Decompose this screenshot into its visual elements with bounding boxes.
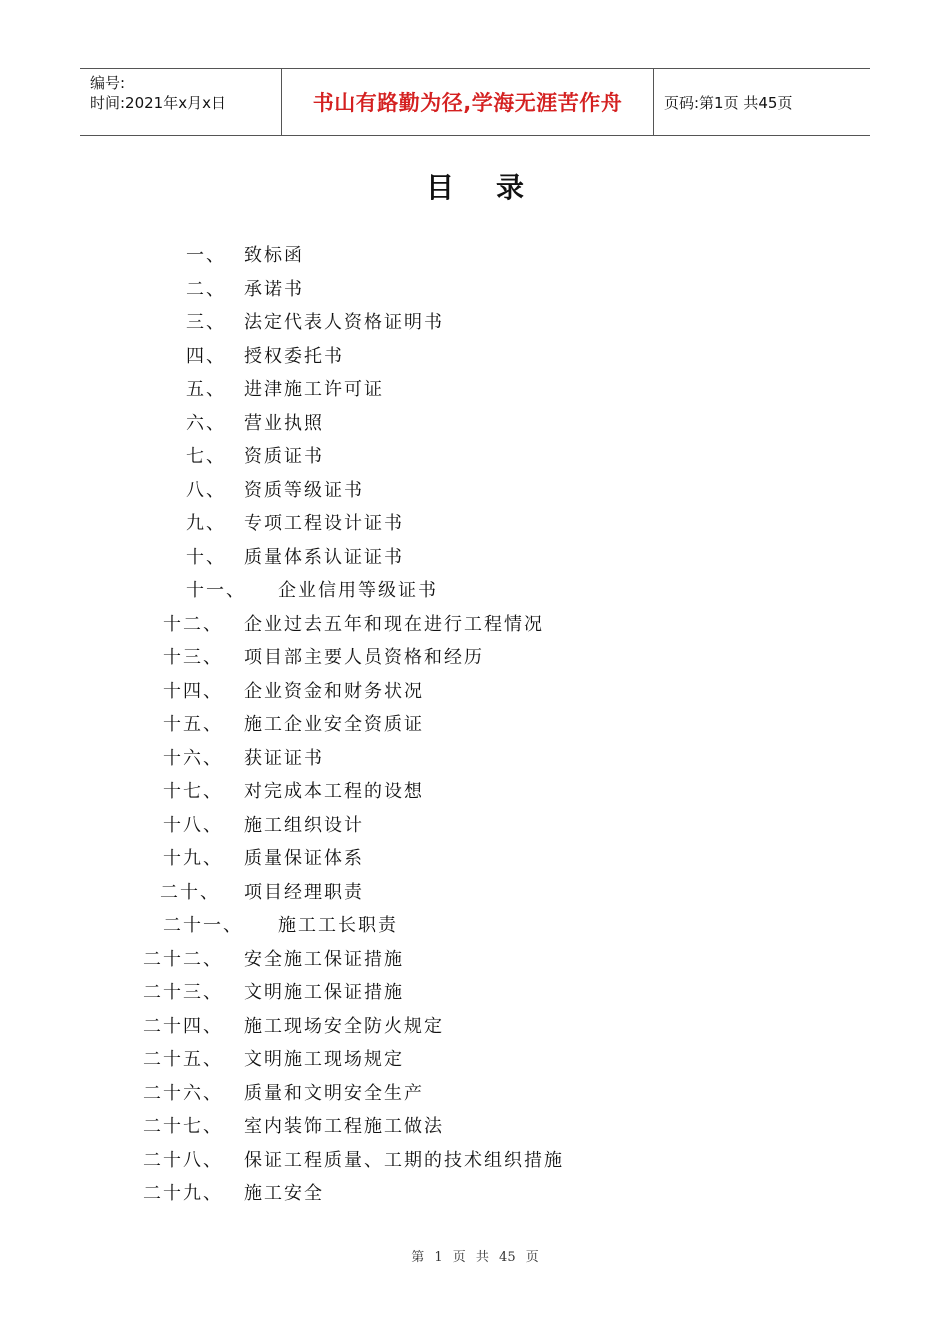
toc-item	[0, 948, 950, 972]
toc-item-title: 施工组织设计	[244, 814, 364, 836]
toc-item-title: 施工安全	[244, 1183, 324, 1204]
toc-item-number: 二十八、	[143, 1149, 223, 1171]
toc-item	[0, 881, 950, 905]
toc-item	[0, 546, 950, 570]
toc-item-number: 九、	[186, 513, 226, 534]
toc-item-title: 资质证书	[244, 446, 324, 467]
toc-item-title: 项目经理职责	[244, 881, 364, 903]
toc-item-number: 四、	[186, 345, 226, 367]
toc-item-number: 二十、	[160, 881, 220, 903]
toc-item-title: 专项工程设计证书	[244, 513, 404, 534]
toc-item-number: 十八、	[163, 814, 223, 836]
header-motto: 书山有路勤为径,学海无涯苦作舟	[282, 69, 654, 135]
toc-item	[0, 1048, 950, 1072]
toc-item-number: 七、	[186, 446, 226, 467]
toc-item-number: 十一、	[186, 580, 246, 601]
page-header	[80, 68, 870, 136]
toc-item-number: 十三、	[163, 647, 223, 668]
toc-item-number: 二十一、	[163, 915, 243, 936]
header-meta	[80, 69, 282, 135]
toc-item-title: 企业过去五年和现在进行工程情况	[244, 613, 544, 635]
toc-item-number: 二十三、	[143, 982, 223, 1003]
toc-item-number: 十二、	[163, 613, 223, 635]
toc-item	[0, 412, 950, 436]
toc-item	[0, 914, 950, 938]
toc-item-number: 三、	[186, 312, 226, 333]
toc-item-title: 室内装饰工程施工做法	[244, 1116, 444, 1137]
toc-item-number: 十四、	[163, 680, 223, 702]
toc-item-title: 安全施工保证措施	[244, 948, 404, 970]
document-time-label: 时间:2021年x月x日	[90, 94, 226, 112]
toc-item	[0, 981, 950, 1005]
toc-item	[0, 345, 950, 369]
toc-item	[0, 1015, 950, 1039]
toc-item-number: 二十二、	[143, 948, 223, 970]
toc-item-title: 对完成本工程的设想	[244, 781, 424, 802]
toc-item	[0, 680, 950, 704]
toc-item	[0, 311, 950, 335]
toc-item	[0, 780, 950, 804]
toc-item-number: 一、	[186, 245, 226, 266]
toc-item	[0, 1149, 950, 1173]
toc-item	[0, 1115, 950, 1139]
toc-item	[0, 613, 950, 637]
toc-item	[0, 1182, 950, 1206]
toc-item	[0, 814, 950, 838]
toc-item-title: 保证工程质量、工期的技术组织措施	[244, 1149, 564, 1171]
document-number-label: 编号:	[90, 74, 126, 92]
toc-item	[0, 747, 950, 771]
toc-item-number: 二十九、	[143, 1183, 223, 1204]
toc-item-title: 致标函	[244, 245, 304, 266]
toc-item-title: 进津施工许可证	[244, 379, 384, 400]
toc-item	[0, 378, 950, 402]
toc-item-number: 二、	[186, 278, 226, 300]
toc-item-number: 十、	[186, 546, 226, 568]
toc-item-title: 授权委托书	[244, 345, 344, 367]
toc-item	[0, 244, 950, 268]
toc-item	[0, 479, 950, 503]
toc-item	[0, 278, 950, 302]
toc-item	[0, 512, 950, 536]
toc-item-number: 二十四、	[143, 1015, 223, 1037]
toc-item-title: 施工工长职责	[278, 915, 398, 936]
toc-item-number: 十九、	[163, 848, 223, 869]
toc-item	[0, 713, 950, 737]
toc-item-number: 八、	[186, 479, 226, 501]
toc-item-title: 文明施工保证措施	[244, 982, 404, 1003]
page-footer: 第 1 页 共 45 页	[411, 1250, 539, 1265]
toc-item-title: 施工现场安全防火规定	[244, 1015, 444, 1037]
toc-item-number: 十五、	[163, 714, 223, 735]
toc-item-title: 企业信用等级证书	[278, 580, 438, 601]
toc-item-title: 承诺书	[244, 278, 304, 300]
toc-item-title: 法定代表人资格证明书	[244, 312, 444, 333]
toc-item-number: 二十五、	[143, 1049, 223, 1070]
toc-item-title: 质量和文明安全生产	[244, 1082, 424, 1104]
toc-item-number: 二十六、	[143, 1082, 223, 1104]
toc-item-number: 十七、	[163, 781, 223, 802]
page-title: 目录	[425, 171, 566, 204]
toc-item	[0, 445, 950, 469]
toc-item-number: 五、	[186, 379, 226, 400]
toc-item	[0, 1082, 950, 1106]
toc-item-number: 二十七、	[143, 1116, 223, 1137]
toc-item-title: 资质等级证书	[244, 479, 364, 501]
toc-item	[0, 646, 950, 670]
toc-item-title: 文明施工现场规定	[244, 1049, 404, 1070]
toc-item-title: 施工企业安全资质证	[244, 714, 424, 735]
toc-item-number: 六、	[186, 412, 226, 434]
toc-item	[0, 847, 950, 871]
toc-item-title: 获证证书	[244, 747, 324, 769]
toc-item	[0, 579, 950, 603]
toc-item-number: 十六、	[163, 747, 223, 769]
toc-item-title: 营业执照	[244, 412, 324, 434]
toc-item-title: 项目部主要人员资格和经历	[244, 647, 484, 668]
toc-item-title: 质量体系认证证书	[244, 546, 404, 568]
toc-item-title: 企业资金和财务状况	[244, 680, 424, 702]
toc-item-title: 质量保证体系	[244, 848, 364, 869]
header-page-info: 页码:第1页 共45页	[664, 93, 793, 112]
